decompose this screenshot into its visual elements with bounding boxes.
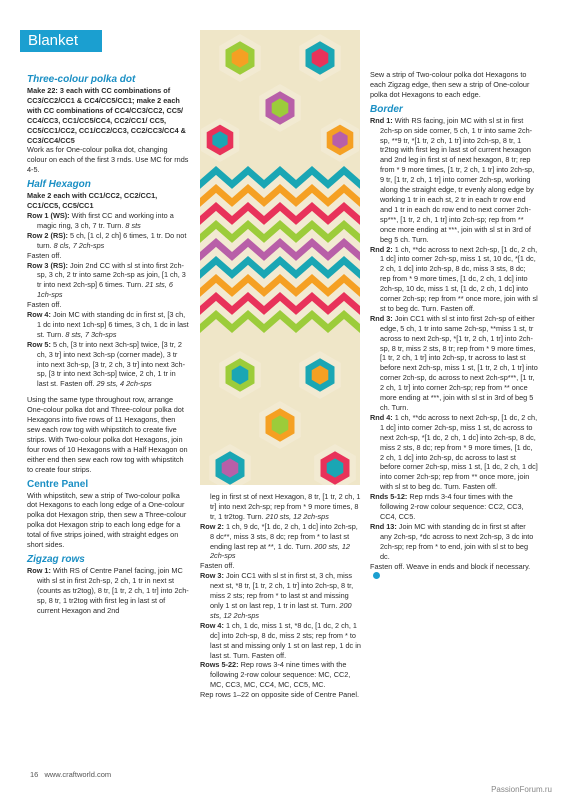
end-mark-icon bbox=[373, 572, 380, 579]
page-number: 16 bbox=[30, 770, 39, 779]
border-rnd-2: Rnd 2: 1 ch, **dc across to next 2ch-sp, [1 dc, 2 ch, 1 dc] into corner 2ch-sp, miss 1 st, 10 dc, *[1 dc, 2 ch, 1 dc] into 2ch-sp, 8 dc, miss 3 sts, 8 dc; rep from * 9 more times, [1 dc, 2 ch, 1 dc] into 2ch-sp, 10 dc, miss 1 st, [1 dc, 2 ch, 1 dc] into corner 2ch-sp; rep from ** once more, join with sl st to beg dc. Turn. Fasten off. bbox=[370, 244, 538, 313]
site-url[interactable]: www.craftworld.com bbox=[44, 770, 112, 779]
border-rnd-1: Rnd 1: With RS facing, join MC with sl st in first 2ch-sp on side corner, 5 ch, 1 tr into same 2ch-sp, **9 tr, *[1 tr, 2 ch, 1 tr] into 2ch-sp, 8 tr, 1 tr2tog with first leg in last st of current hexagon and 2nd leg in first st of next hexagon, 8 tr; rep from * 9 more times, [1 tr, 2 ch, 1 tr] into 2ch-sp, 9 tr, [1 tr, 2 ch, 1 tr] into corner 2ch-sp, working along the straight edge, tr evenly along edge by working 1 tr in each st, 2 tr in each tr row end and 1 tr in each dc row end to next corner 2ch-sp***, [1 tr, 2 ch, 1 tr] into 2ch-sp; rep from ** once more ending at ***, join with sl st in 3rd of beg 5 ch. Turn. bbox=[370, 115, 535, 244]
page-footer bbox=[30, 770, 111, 779]
repeat-note: Rep rows 1–22 on opposite side of Centre Panel. bbox=[200, 690, 360, 700]
column-right bbox=[370, 70, 538, 581]
crochet-blanket-image bbox=[200, 30, 360, 485]
centre-panel-text: With whipstitch, sew a strip of Two-colour polka dot Hexagons to each long edge of a One-colour polka dot Hexagon strip, then sew a Three-colour polka dot Hexagon strip to each long edge for a total of five strips joined, with straight edges on short sides. bbox=[27, 490, 187, 550]
zigzag-row-1: Row 1: With RS of Centre Panel facing, join MC with sl st in first 2ch-sp, 2 ch, 1 tr in next st (counts as tr2tog), 8 tr, [1 tr, 2 ch, 1 tr] into 2ch-sp, 8 tr, 1 tr2tog with first leg in last st of current Hexagon and 2nd bbox=[27, 565, 189, 615]
border-rnd-13: Rnd 13: Join MC with standing dc in first st after any 2ch-sp, *dc across to next 2ch-sp, 3 dc into 2ch-sp; rep from * to end, join with sl st to beg dc. bbox=[370, 521, 534, 561]
hex-row-3: Row 3 (RS): Join 2nd CC with sl st into first 2ch-sp, 3 ch, 2 tr into same 2ch-sp as join, [1 ch, 3 tr into next 2ch-sp] 6 times. Turn. 21 sts, 6 1ch-sps bbox=[27, 260, 186, 300]
final-note: Fasten off. Weave in ends and block if necessary. bbox=[370, 562, 538, 582]
centre-panel-heading: Centre Panel bbox=[27, 478, 89, 490]
blanket-photo bbox=[200, 30, 360, 485]
zigzag-row-3: Row 3: Join CC1 with sl st in first st, 3 ch, miss next st, *8 tr, [1 tr, 2 ch, 1 tr] into 2ch-sp, 8 tr, miss 2 sts; rep from * to last st and missing only 1 st on last rep, 1 tr in last st. Turn. 200 sts, 12 2ch-sps bbox=[200, 571, 354, 620]
zigzag-rows-5-22: Rows 5-22: Rep rows 3-4 nine times with the following 2-row colour sequence: MC, CC2, MC, CC3, MC, CC4, MC, CC5, MC. bbox=[200, 660, 351, 690]
column-middle bbox=[200, 492, 362, 700]
polka-heading: Three-colour polka dot bbox=[27, 74, 136, 85]
half-hexagon-intro: Make 2 each with CC1/CC2, CC2/CC1, CC1/CC5, CC5/CC1 bbox=[27, 191, 158, 211]
border-heading: Border bbox=[370, 103, 403, 115]
assembly-text: Using the same type throughout row, arrange One-colour polka dot and Three-colour polka dot Hexagons into five rows of 11 Hexagons, then sew each row tog with whipstitch to create five strips. With Two-colour polka dot Hexagons, join four rows of 10 Hexagons with a Half Hexagon on either end then sew each row tog with whipstitch to create four strips. bbox=[27, 395, 188, 474]
polka-note: Work as for One-colour polka dot, changing colour on each of the first 3 rnds. Use MC for rnds 4-5. bbox=[27, 145, 189, 175]
zigzag-row-1-cont: leg in first st of next Hexagon, 8 tr, [1 tr, 2 ch, 1 tr] into next 2ch-sp; rep from * 9 more times, 8 tr, 1 tr2tog. Turn. 210 sts, 12 2ch-sps bbox=[210, 492, 361, 521]
hex-row-5: Row 5: 5 ch, [3 tr into next 3ch-sp] twice, [3 tr, 2 ch, 3 tr] into next 3ch-sp (corner made), 3 tr into next 3ch-sp, [3 tr, 2 ch, 3 tr] into next 3ch-sp, [3 tr into next 3ch-sp] twice, 2 ch, 1 tr in last st. Fasten off. 29 sts, 4 2ch-sps bbox=[27, 339, 186, 389]
border-rnds-5-12: Rnds 5-12: Rep rnds 3-4 four times with the following 2-row colour sequence: CC2, CC3, CC4, CC5. bbox=[370, 492, 524, 521]
border-rnd-3: Rnd 3: Join CC1 with sl st into first 2ch-sp of either edge, 5 ch, 1 tr into same 2ch-sp, **miss 1 st, tr across to next 2ch-sp, *[1 tr, 2 ch, 1 tr] into 2ch-sp, 8 tr, miss 2 sts, 8 tr; rep from * 9 more times, [1 tr, 2 ch, 1 tr] into 2ch-sp, tr across to last st before next 2ch-sp, miss 1 st, [1 tr, 2 ch, 1 tr] into corner 2ch-sp, dc across to next 2ch-sp***, [1 tr, 2 ch, 1 tr] into corner 2ch-sp; rep from ** once more ending at ***, join with sl st in 3rd of beg 5 ch. Turn. bbox=[370, 313, 538, 412]
hex-row-1: Row 1 (WS): With first CC and working into a magic ring, 3 ch, 7 tr. Turn. 8 sts bbox=[27, 210, 174, 230]
hex-row-2: Row 2 (RS): 5 ch, [1 cl, 2 ch] 6 times, 1 tr. Do not turn. 8 cls, 7 2ch-sps bbox=[27, 230, 187, 250]
column-left bbox=[27, 70, 189, 616]
fasten-off: Fasten off. bbox=[27, 300, 62, 310]
polka-intro: Make 22: 3 each with CC combinations of CC3/CC2/CC1 & CC4/CC5/CC1; make 2 each with CC combinations of CC4/CC3/CC2, CC5/ CC4/CC3, CC1/CC5/CC4, CC2/CC1/ CC5, CC5/CC1/CC2, CC1/CC2/CC3, CC2/CC3/CC4 & CC3/CC4/CC5 bbox=[27, 86, 186, 145]
zigzag-row-4: Row 4: 1 ch, 1 dc, miss 1 st, *8 dc, [1 dc, 2 ch, 1 dc] into 2ch-sp, 8 dc, miss 2 sts; rep from * to last st and missing only 1 st on last rep, 1 dc in last st. Turn. Fasten off. bbox=[200, 620, 361, 660]
section-tab: Blanket bbox=[20, 30, 102, 52]
fasten-off: Fasten off. bbox=[200, 561, 235, 571]
border-rnd-4: Rnd 4: 1 ch, **dc across to next 2ch-sp, [1 dc, 2 ch, 1 dc] into corner 2ch-sp, miss 1 st, dc across to next 2ch-sp, *[1 dc, 2 ch, 1 dc] into 2ch-sp, 8 dc, miss 2 sts, 8 dc; rep from * 9 more times, [1 dc, 2 ch, 1 dc] into 2ch-sp, dc across to last st before corner 2ch-sp, miss 1 st, [1 dc, 2 ch, 1 dc] into corner 2ch-sp; rep from ** once more, join with sl st to beg dc. Turn. Fasten off. bbox=[370, 412, 538, 492]
strip-intro: Sew a strip of Two-colour polka dot Hexagons to each Zigzag edge, then sew a strip of One-colour polka dot Hexagons to each edge. bbox=[370, 70, 530, 99]
watermark: PassionForum.ru bbox=[491, 785, 552, 794]
zigzag-heading: Zigzag rows bbox=[27, 553, 85, 565]
half-hexagon-heading: Half Hexagon bbox=[27, 179, 91, 191]
zigzag-row-2: Row 2: 1 ch, 9 dc, *[1 dc, 2 ch, 1 dc] into 2ch-sp, 8 dc**, miss 3 sts, 8 dc; rep from * to last st ending last rep at **, 1 dc. Turn. 200 sts, 12 2ch-sps bbox=[200, 521, 358, 561]
hex-row-4: Row 4: Join MC with standing dc in first st, [3 ch, 1 dc into next 1ch-sp] 6 times, 3 ch, 1 dc in last st. Turn. 8 sts, 7 3ch-sps bbox=[27, 310, 189, 339]
fasten-off: Fasten off. bbox=[27, 250, 62, 260]
